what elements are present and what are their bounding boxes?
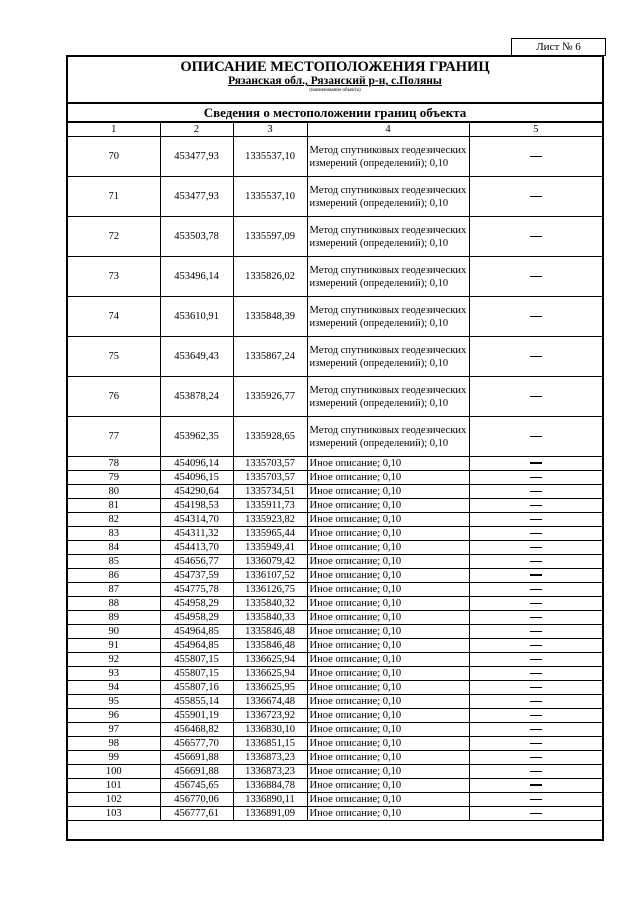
x-coordinate-cell: 454290,64 — [160, 485, 233, 499]
x-coordinate-cell: 456577,70 — [160, 737, 233, 751]
table-row — [68, 541, 602, 555]
dash-mark — [530, 356, 542, 357]
description-cell: Иное описание; 0,10 — [307, 583, 469, 597]
note-cell — [469, 667, 602, 681]
dash-mark — [530, 645, 542, 646]
x-coordinate-cell: 453477,93 — [160, 177, 233, 217]
y-coordinate-cell: 1335923,82 — [233, 513, 307, 527]
point-number-cell: 80 — [68, 485, 160, 499]
dash-mark — [530, 729, 542, 730]
dash-mark — [530, 813, 542, 814]
note-cell — [469, 471, 602, 485]
description-cell: Иное описание; 0,10 — [307, 527, 469, 541]
note-cell — [469, 457, 602, 471]
point-number-cell: 101 — [68, 779, 160, 793]
point-number-cell: 95 — [68, 695, 160, 709]
note-cell — [469, 217, 602, 257]
point-number-cell: 82 — [68, 513, 160, 527]
note-cell — [469, 417, 602, 457]
x-coordinate-cell: 454311,32 — [160, 527, 233, 541]
note-cell — [469, 499, 602, 513]
dash-mark — [530, 519, 542, 520]
x-coordinate-cell: 455901,19 — [160, 709, 233, 723]
point-number-cell: 94 — [68, 681, 160, 695]
dash-mark — [530, 156, 542, 157]
point-number-cell: 79 — [68, 471, 160, 485]
table-row — [68, 555, 602, 569]
description-cell: Иное описание; 0,10 — [307, 765, 469, 779]
y-coordinate-cell: 1335846,48 — [233, 625, 307, 639]
table-row — [68, 583, 602, 597]
object-location: Рязанская обл., Рязанский р-н, с.Поляны — [228, 75, 442, 87]
x-coordinate-cell: 455807,15 — [160, 667, 233, 681]
x-coordinate-cell: 454314,70 — [160, 513, 233, 527]
point-number-cell: 100 — [68, 765, 160, 779]
y-coordinate-cell: 1336891,09 — [233, 807, 307, 821]
description-cell: Иное описание; 0,10 — [307, 709, 469, 723]
table-row — [68, 681, 602, 695]
x-coordinate-cell: 454096,15 — [160, 471, 233, 485]
description-cell: Иное описание; 0,10 — [307, 611, 469, 625]
x-coordinate-cell: 456745,65 — [160, 779, 233, 793]
y-coordinate-cell: 1336625,94 — [233, 653, 307, 667]
y-coordinate-cell: 1335537,10 — [233, 177, 307, 217]
description-cell: Иное описание; 0,10 — [307, 513, 469, 527]
description-cell: Иное описание; 0,10 — [307, 653, 469, 667]
dash-mark — [530, 603, 542, 604]
y-coordinate-cell: 1336890,11 — [233, 793, 307, 807]
x-coordinate-cell: 456770,06 — [160, 793, 233, 807]
description-cell: Иное описание; 0,10 — [307, 555, 469, 569]
y-coordinate-cell: 1335926,77 — [233, 377, 307, 417]
table-row — [68, 337, 602, 377]
note-cell — [469, 723, 602, 737]
description-cell: Метод спутниковых геодезических измерений (определений); 0,10 — [307, 217, 469, 257]
y-coordinate-cell: 1335949,41 — [233, 541, 307, 555]
dash-mark — [530, 196, 542, 197]
y-coordinate-cell: 1336126,75 — [233, 583, 307, 597]
table-row — [68, 485, 602, 499]
point-number-cell: 92 — [68, 653, 160, 667]
x-coordinate-cell: 453649,43 — [160, 337, 233, 377]
table-row — [68, 597, 602, 611]
description-cell: Иное описание; 0,10 — [307, 667, 469, 681]
dash-mark — [530, 589, 542, 590]
dash-mark — [530, 659, 542, 660]
note-cell — [469, 377, 602, 417]
table-body — [68, 137, 602, 821]
description-cell: Метод спутниковых геодезических измерений (определений); 0,10 — [307, 137, 469, 177]
x-coordinate-cell: 453496,14 — [160, 257, 233, 297]
y-coordinate-cell: 1335826,02 — [233, 257, 307, 297]
y-coordinate-cell: 1335597,09 — [233, 217, 307, 257]
x-coordinate-cell: 453962,35 — [160, 417, 233, 457]
point-number-cell: 73 — [68, 257, 160, 297]
column-header: 1 — [68, 123, 160, 137]
point-number-cell: 97 — [68, 723, 160, 737]
description-cell: Метод спутниковых геодезических измерений (определений); 0,10 — [307, 337, 469, 377]
dash-mark — [530, 617, 542, 618]
note-cell — [469, 611, 602, 625]
point-number-cell: 87 — [68, 583, 160, 597]
note-cell — [469, 639, 602, 653]
dash-mark — [530, 477, 542, 478]
table-row — [68, 471, 602, 485]
point-number-cell: 78 — [68, 457, 160, 471]
x-coordinate-cell: 454775,78 — [160, 583, 233, 597]
table-row — [68, 513, 602, 527]
x-coordinate-cell: 455807,15 — [160, 653, 233, 667]
table-row — [68, 723, 602, 737]
dash-mark — [530, 701, 542, 702]
point-number-cell: 89 — [68, 611, 160, 625]
description-cell: Иное описание; 0,10 — [307, 625, 469, 639]
description-cell: Иное описание; 0,10 — [307, 793, 469, 807]
dash-mark — [530, 771, 542, 772]
point-number-cell: 72 — [68, 217, 160, 257]
y-coordinate-cell: 1335840,32 — [233, 597, 307, 611]
description-cell: Иное описание; 0,10 — [307, 541, 469, 555]
table-row — [68, 625, 602, 639]
note-cell — [469, 597, 602, 611]
note-cell — [469, 513, 602, 527]
x-coordinate-cell: 456691,88 — [160, 751, 233, 765]
note-cell — [469, 257, 602, 297]
note-cell — [469, 527, 602, 541]
x-coordinate-cell: 453610,91 — [160, 297, 233, 337]
point-number-cell: 88 — [68, 597, 160, 611]
note-cell — [469, 541, 602, 555]
note-cell — [469, 807, 602, 821]
y-coordinate-cell: 1335848,39 — [233, 297, 307, 337]
table-row — [68, 737, 602, 751]
x-coordinate-cell: 456468,82 — [160, 723, 233, 737]
x-coordinate-cell: 454958,29 — [160, 611, 233, 625]
table-header-row — [68, 123, 602, 137]
table-row — [68, 709, 602, 723]
note-cell — [469, 583, 602, 597]
y-coordinate-cell: 1336079,42 — [233, 555, 307, 569]
description-cell: Иное описание; 0,10 — [307, 737, 469, 751]
column-header: 3 — [233, 123, 307, 137]
y-coordinate-cell: 1335867,24 — [233, 337, 307, 377]
description-cell: Иное описание; 0,10 — [307, 779, 469, 793]
point-number-cell: 85 — [68, 555, 160, 569]
point-number-cell: 81 — [68, 499, 160, 513]
table-row — [68, 653, 602, 667]
description-cell: Метод спутниковых геодезических измерений (определений); 0,10 — [307, 417, 469, 457]
description-cell: Иное описание; 0,10 — [307, 499, 469, 513]
table-row — [68, 765, 602, 779]
y-coordinate-cell: 1335840,33 — [233, 611, 307, 625]
dash-mark — [530, 276, 542, 277]
description-cell: Иное описание; 0,10 — [307, 723, 469, 737]
table-row — [68, 257, 602, 297]
y-coordinate-cell: 1335928,65 — [233, 417, 307, 457]
object-location-caption: (наименование объекта) — [309, 88, 361, 93]
point-number-cell: 74 — [68, 297, 160, 337]
dash-mark — [530, 784, 542, 786]
x-coordinate-cell: 454656,77 — [160, 555, 233, 569]
point-number-cell: 96 — [68, 709, 160, 723]
y-coordinate-cell: 1336851,15 — [233, 737, 307, 751]
note-cell — [469, 793, 602, 807]
note-cell — [469, 751, 602, 765]
x-coordinate-cell: 455807,16 — [160, 681, 233, 695]
point-number-cell: 102 — [68, 793, 160, 807]
point-number-cell: 76 — [68, 377, 160, 417]
point-number-cell: 91 — [68, 639, 160, 653]
note-cell — [469, 709, 602, 723]
table-row — [68, 527, 602, 541]
y-coordinate-cell: 1336625,95 — [233, 681, 307, 695]
x-coordinate-cell: 454964,85 — [160, 639, 233, 653]
x-coordinate-cell: 454413,70 — [160, 541, 233, 555]
dash-mark — [530, 631, 542, 632]
note-cell — [469, 681, 602, 695]
table-row — [68, 779, 602, 793]
table-row — [68, 695, 602, 709]
y-coordinate-cell: 1336873,23 — [233, 751, 307, 765]
note-cell — [469, 765, 602, 779]
dash-mark — [530, 236, 542, 237]
description-cell: Иное описание; 0,10 — [307, 569, 469, 583]
description-cell: Иное описание; 0,10 — [307, 471, 469, 485]
y-coordinate-cell: 1336884,78 — [233, 779, 307, 793]
table-row — [68, 751, 602, 765]
description-cell: Иное описание; 0,10 — [307, 485, 469, 499]
table-row — [68, 457, 602, 471]
document-header — [68, 57, 602, 104]
point-number-cell: 71 — [68, 177, 160, 217]
column-header: 2 — [160, 123, 233, 137]
note-cell — [469, 695, 602, 709]
point-number-cell: 98 — [68, 737, 160, 751]
table-row — [68, 137, 602, 177]
boundary-points-table — [68, 122, 602, 821]
note-cell — [469, 555, 602, 569]
x-coordinate-cell: 453878,24 — [160, 377, 233, 417]
dash-mark — [530, 505, 542, 506]
table-row — [68, 417, 602, 457]
table-row — [68, 569, 602, 583]
sheet-number: Лист № 6 — [511, 38, 606, 56]
description-cell: Метод спутниковых геодезических измерений (определений); 0,10 — [307, 177, 469, 217]
note-cell — [469, 177, 602, 217]
y-coordinate-cell: 1335703,57 — [233, 457, 307, 471]
x-coordinate-cell: 454198,53 — [160, 499, 233, 513]
description-cell: Иное описание; 0,10 — [307, 807, 469, 821]
y-coordinate-cell: 1335965,44 — [233, 527, 307, 541]
description-cell: Метод спутниковых геодезических измерений (определений); 0,10 — [307, 257, 469, 297]
note-cell — [469, 297, 602, 337]
table-row — [68, 297, 602, 337]
column-header: 5 — [469, 123, 602, 137]
point-number-cell: 90 — [68, 625, 160, 639]
dash-mark — [530, 799, 542, 800]
point-number-cell: 103 — [68, 807, 160, 821]
dash-mark — [530, 743, 542, 744]
dash-mark — [530, 687, 542, 688]
y-coordinate-cell: 1336625,94 — [233, 667, 307, 681]
x-coordinate-cell: 453503,78 — [160, 217, 233, 257]
section-title: Сведения о местоположении границ объекта — [68, 104, 602, 122]
point-number-cell: 75 — [68, 337, 160, 377]
dash-mark — [530, 673, 542, 674]
dash-mark — [530, 316, 542, 317]
y-coordinate-cell: 1336723,92 — [233, 709, 307, 723]
point-number-cell: 99 — [68, 751, 160, 765]
document-frame — [66, 55, 604, 841]
y-coordinate-cell: 1336107,52 — [233, 569, 307, 583]
description-cell: Иное описание; 0,10 — [307, 681, 469, 695]
y-coordinate-cell: 1336873,23 — [233, 765, 307, 779]
table-row — [68, 499, 602, 513]
x-coordinate-cell: 454958,29 — [160, 597, 233, 611]
description-cell: Иное описание; 0,10 — [307, 639, 469, 653]
x-coordinate-cell: 455855,14 — [160, 695, 233, 709]
x-coordinate-cell: 454096,14 — [160, 457, 233, 471]
note-cell — [469, 485, 602, 499]
table-row — [68, 177, 602, 217]
y-coordinate-cell: 1335846,48 — [233, 639, 307, 653]
y-coordinate-cell: 1335734,51 — [233, 485, 307, 499]
dash-mark — [530, 757, 542, 758]
y-coordinate-cell: 1335537,10 — [233, 137, 307, 177]
dash-mark — [530, 533, 542, 534]
point-number-cell: 77 — [68, 417, 160, 457]
dash-mark — [530, 436, 542, 437]
x-coordinate-cell: 456777,61 — [160, 807, 233, 821]
dash-mark — [530, 574, 542, 576]
note-cell — [469, 137, 602, 177]
table-row — [68, 667, 602, 681]
description-cell: Иное описание; 0,10 — [307, 597, 469, 611]
dash-mark — [530, 462, 542, 464]
point-number-cell: 83 — [68, 527, 160, 541]
x-coordinate-cell: 454964,85 — [160, 625, 233, 639]
table-row — [68, 639, 602, 653]
y-coordinate-cell: 1335911,73 — [233, 499, 307, 513]
table-row — [68, 217, 602, 257]
description-cell: Метод спутниковых геодезических измерений (определений); 0,10 — [307, 377, 469, 417]
point-number-cell: 86 — [68, 569, 160, 583]
description-cell: Метод спутниковых геодезических измерений (определений); 0,10 — [307, 297, 469, 337]
description-cell: Иное описание; 0,10 — [307, 457, 469, 471]
note-cell — [469, 737, 602, 751]
x-coordinate-cell: 454737,59 — [160, 569, 233, 583]
table-row — [68, 611, 602, 625]
column-header: 4 — [307, 123, 469, 137]
point-number-cell: 70 — [68, 137, 160, 177]
table-row — [68, 793, 602, 807]
x-coordinate-cell: 453477,93 — [160, 137, 233, 177]
dash-mark — [530, 561, 542, 562]
point-number-cell: 93 — [68, 667, 160, 681]
document-title: ОПИСАНИЕ МЕСТОПОЛОЖЕНИЯ ГРАНИЦ — [180, 59, 490, 75]
description-cell: Иное описание; 0,10 — [307, 695, 469, 709]
y-coordinate-cell: 1335703,57 — [233, 471, 307, 485]
y-coordinate-cell: 1336674,48 — [233, 695, 307, 709]
note-cell — [469, 337, 602, 377]
x-coordinate-cell: 456691,88 — [160, 765, 233, 779]
note-cell — [469, 625, 602, 639]
y-coordinate-cell: 1336830,10 — [233, 723, 307, 737]
dash-mark — [530, 491, 542, 492]
table-row — [68, 377, 602, 417]
note-cell — [469, 779, 602, 793]
dash-mark — [530, 715, 542, 716]
dash-mark — [530, 547, 542, 548]
description-cell: Иное описание; 0,10 — [307, 751, 469, 765]
table-row — [68, 807, 602, 821]
dash-mark — [530, 396, 542, 397]
point-number-cell: 84 — [68, 541, 160, 555]
note-cell — [469, 569, 602, 583]
note-cell — [469, 653, 602, 667]
